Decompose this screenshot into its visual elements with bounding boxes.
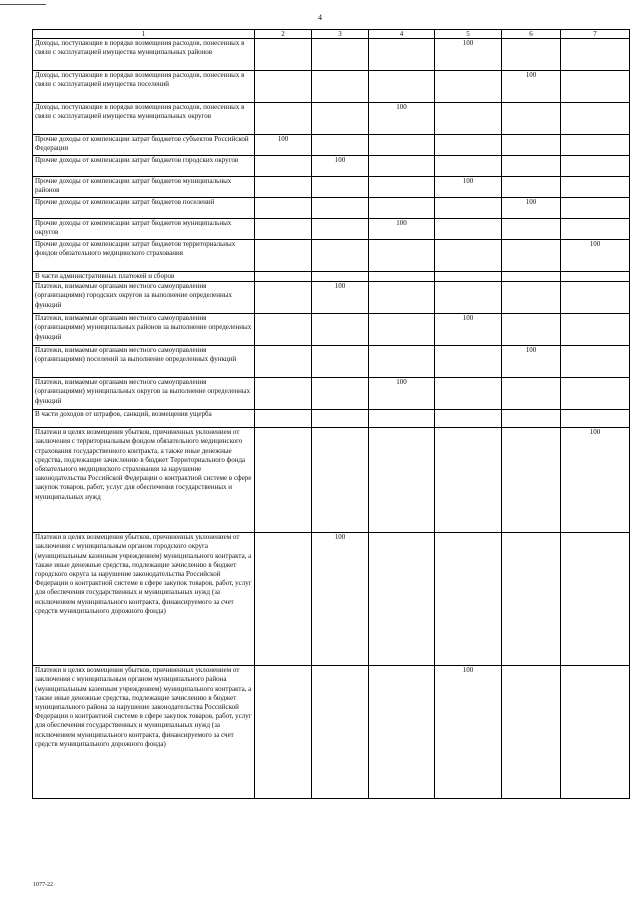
empty-cell (502, 103, 561, 135)
row-label: Платежи в целях возмещения убытков, причиненных уклонением от заключения с муниципальным органом городского округа (муниципальным казенным учреждением) муниципального контракта, а также иные денежные средства, подлежащие зачислению в бюджет городского округа за нарушение законодательства Российской Федерации о контрактной системе в сфере закупок товаров, работ, услуг для обеспечения государственных и муниципальных нужд (за исключением муниципального контракта, финансируемого за счет средств муниципального дорожного фонда) (33, 533, 255, 666)
empty-cell (561, 219, 630, 240)
empty-cell (561, 177, 630, 198)
table-row (33, 198, 630, 219)
empty-cell (435, 219, 502, 240)
empty-cell (435, 378, 502, 410)
empty-cell (561, 378, 630, 410)
row-label: Платежи, взимаемые органами местного самоуправления (организациями) муниципальных округов за выполнение определенных функций (33, 378, 255, 410)
empty-cell (255, 198, 312, 219)
row-label: Платежи в целях возмещения убытков, причиненных уклонением от заключения с муниципальным органом муниципального района (муниципальным казенным учреждением) муниципального контракта, а также иные денежные средства, подлежащие зачислению в бюджет муниципального района за нарушение законодательства Российской Федерации о контрактной системе в сфере закупок товаров, работ, услуг для обеспечения государственных и муниципальных нужд (за исключением муниципального контракта, финансируемого за счет средств муниципального дорожного фонда) (33, 666, 255, 799)
table-row (33, 282, 630, 314)
empty-cell (369, 71, 435, 103)
cell-value: 100 (312, 533, 369, 666)
document-code: 1077-22 (33, 882, 53, 888)
row-label: Прочие доходы от компенсации затрат бюджетов муниципальных районов (33, 177, 255, 198)
cell-value: 100 (502, 346, 561, 378)
empty-cell (369, 346, 435, 378)
cell-value: 100 (435, 666, 502, 799)
empty-cell (435, 103, 502, 135)
empty-cell (369, 533, 435, 666)
row-label: Платежи, взимаемые органами местного самоуправления (организациями) городских округов за выполнение определенных функций (33, 282, 255, 314)
empty-cell (369, 314, 435, 346)
empty-cell (369, 240, 435, 272)
empty-cell (561, 71, 630, 103)
empty-cell (255, 666, 312, 799)
cell-value: 100 (312, 282, 369, 314)
column-header: 5 (435, 30, 502, 39)
empty-cell (255, 428, 312, 533)
empty-cell (435, 71, 502, 103)
empty-cell (369, 282, 435, 314)
row-label: Прочие доходы от компенсации затрат бюджетов территориальных фондов обязательного медицинского страхования (33, 240, 255, 272)
empty-cell (312, 240, 369, 272)
empty-cell (369, 410, 435, 428)
cell-value: 100 (435, 177, 502, 198)
empty-cell (255, 378, 312, 410)
empty-cell (255, 533, 312, 666)
table-row (33, 135, 630, 156)
empty-cell (561, 666, 630, 799)
table-row (33, 410, 630, 428)
empty-cell (435, 282, 502, 314)
empty-cell (369, 177, 435, 198)
table-row (33, 240, 630, 272)
empty-cell (369, 135, 435, 156)
empty-cell (255, 410, 312, 428)
cell-value: 100 (502, 71, 561, 103)
row-label: Прочие доходы от компенсации затрат бюджетов городских округов (33, 156, 255, 177)
empty-cell (369, 156, 435, 177)
empty-cell (255, 156, 312, 177)
empty-cell (502, 240, 561, 272)
empty-cell (435, 272, 502, 282)
empty-cell (561, 346, 630, 378)
table-row (33, 666, 630, 799)
empty-cell (561, 156, 630, 177)
empty-cell (561, 103, 630, 135)
row-label: В части доходов от штрафов, санкций, возмещения ущерба (33, 410, 255, 428)
empty-cell (502, 135, 561, 156)
row-label: Платежи, взимаемые органами местного самоуправления (организациями) поселений за выполнение определенных функций (33, 346, 255, 378)
row-label: В части административных платежей и сборов (33, 272, 255, 282)
empty-cell (561, 282, 630, 314)
cell-value: 100 (435, 39, 502, 71)
empty-cell (255, 103, 312, 135)
empty-cell (561, 39, 630, 71)
empty-cell (561, 410, 630, 428)
empty-cell (255, 282, 312, 314)
empty-cell (561, 135, 630, 156)
column-header: 7 (561, 30, 630, 39)
cell-value: 100 (369, 103, 435, 135)
empty-cell (312, 219, 369, 240)
empty-cell (312, 177, 369, 198)
empty-cell (255, 71, 312, 103)
empty-cell (312, 666, 369, 799)
empty-cell (435, 198, 502, 219)
empty-cell (502, 177, 561, 198)
table-row (33, 314, 630, 346)
table-row (33, 156, 630, 177)
column-header: 2 (255, 30, 312, 39)
row-label: Прочие доходы от компенсации затрат бюджетов субъектов Российской Федерации (33, 135, 255, 156)
empty-cell (312, 410, 369, 428)
revenue-table (32, 29, 630, 799)
empty-cell (561, 198, 630, 219)
empty-cell (502, 533, 561, 666)
empty-cell (435, 240, 502, 272)
empty-cell (312, 135, 369, 156)
row-label: Доходы, поступающие в порядке возмещения расходов, понесенных в связи с эксплуатацией имущества муниципальных районов (33, 39, 255, 71)
empty-cell (502, 666, 561, 799)
empty-cell (561, 314, 630, 346)
table-header-row (33, 30, 630, 39)
empty-cell (312, 378, 369, 410)
column-header: 3 (312, 30, 369, 39)
empty-cell (502, 282, 561, 314)
table-row (33, 103, 630, 135)
empty-cell (502, 314, 561, 346)
table-row (33, 71, 630, 103)
empty-cell (502, 378, 561, 410)
empty-cell (435, 135, 502, 156)
empty-cell (561, 533, 630, 666)
empty-cell (369, 272, 435, 282)
table-row (33, 346, 630, 378)
cell-value: 100 (435, 314, 502, 346)
empty-cell (312, 272, 369, 282)
empty-cell (369, 39, 435, 71)
column-header: 6 (502, 30, 561, 39)
row-label: Доходы, поступающие в порядке возмещения расходов, понесенных в связи с эксплуатацией имущества поселений (33, 71, 255, 103)
table-row (33, 378, 630, 410)
cell-value: 100 (561, 240, 630, 272)
empty-cell (312, 103, 369, 135)
row-label: Доходы, поступающие в порядке возмещения расходов, понесенных в связи с эксплуатацией имущества муниципальных округов (33, 103, 255, 135)
empty-cell (255, 346, 312, 378)
cell-value: 100 (369, 219, 435, 240)
empty-cell (255, 219, 312, 240)
row-label: Платежи в целях возмещения убытков, причиненных уклонением от заключения с территориальным фондом обязательного медицинского страхования государственного контракта, а также иные денежные средства, подлежащие зачислению в бюджет Территориального фонда обязательного медицинского страхования за нарушение законодательства Российской Федерации о контрактной системе в сфере закупок товаров, работ, услуг для обеспечения государственных и муниципальных нужд (33, 428, 255, 533)
empty-cell (312, 314, 369, 346)
empty-cell (435, 428, 502, 533)
row-label: Прочие доходы от компенсации затрат бюджетов поселений (33, 198, 255, 219)
empty-cell (255, 240, 312, 272)
row-label: Платежи, взимаемые органами местного самоуправления (организациями) муниципальных районов за выполнение определенных функций (33, 314, 255, 346)
cell-value: 100 (312, 156, 369, 177)
empty-cell (369, 666, 435, 799)
empty-cell (312, 71, 369, 103)
empty-cell (312, 428, 369, 533)
empty-cell (312, 39, 369, 71)
empty-cell (255, 314, 312, 346)
empty-cell (561, 272, 630, 282)
table-row (33, 219, 630, 240)
row-label: Прочие доходы от компенсации затрат бюджетов муниципальных округов (33, 219, 255, 240)
empty-cell (435, 156, 502, 177)
cell-value: 100 (502, 198, 561, 219)
cell-value: 100 (561, 428, 630, 533)
top-edge-line (0, 4, 46, 5)
empty-cell (255, 272, 312, 282)
empty-cell (435, 410, 502, 428)
empty-cell (502, 39, 561, 71)
empty-cell (255, 39, 312, 71)
cell-value: 100 (255, 135, 312, 156)
empty-cell (312, 346, 369, 378)
empty-cell (369, 198, 435, 219)
table-row (33, 39, 630, 71)
empty-cell (502, 272, 561, 282)
empty-cell (502, 410, 561, 428)
empty-cell (502, 428, 561, 533)
table-row (33, 272, 630, 282)
empty-cell (369, 428, 435, 533)
empty-cell (435, 533, 502, 666)
column-header: 4 (369, 30, 435, 39)
table-row (33, 533, 630, 666)
empty-cell (435, 346, 502, 378)
table-row (33, 428, 630, 533)
cell-value: 100 (369, 378, 435, 410)
empty-cell (502, 219, 561, 240)
empty-cell (312, 198, 369, 219)
table-row (33, 177, 630, 198)
page-number: 4 (318, 13, 322, 22)
empty-cell (502, 156, 561, 177)
column-header: 1 (33, 30, 255, 39)
empty-cell (255, 177, 312, 198)
